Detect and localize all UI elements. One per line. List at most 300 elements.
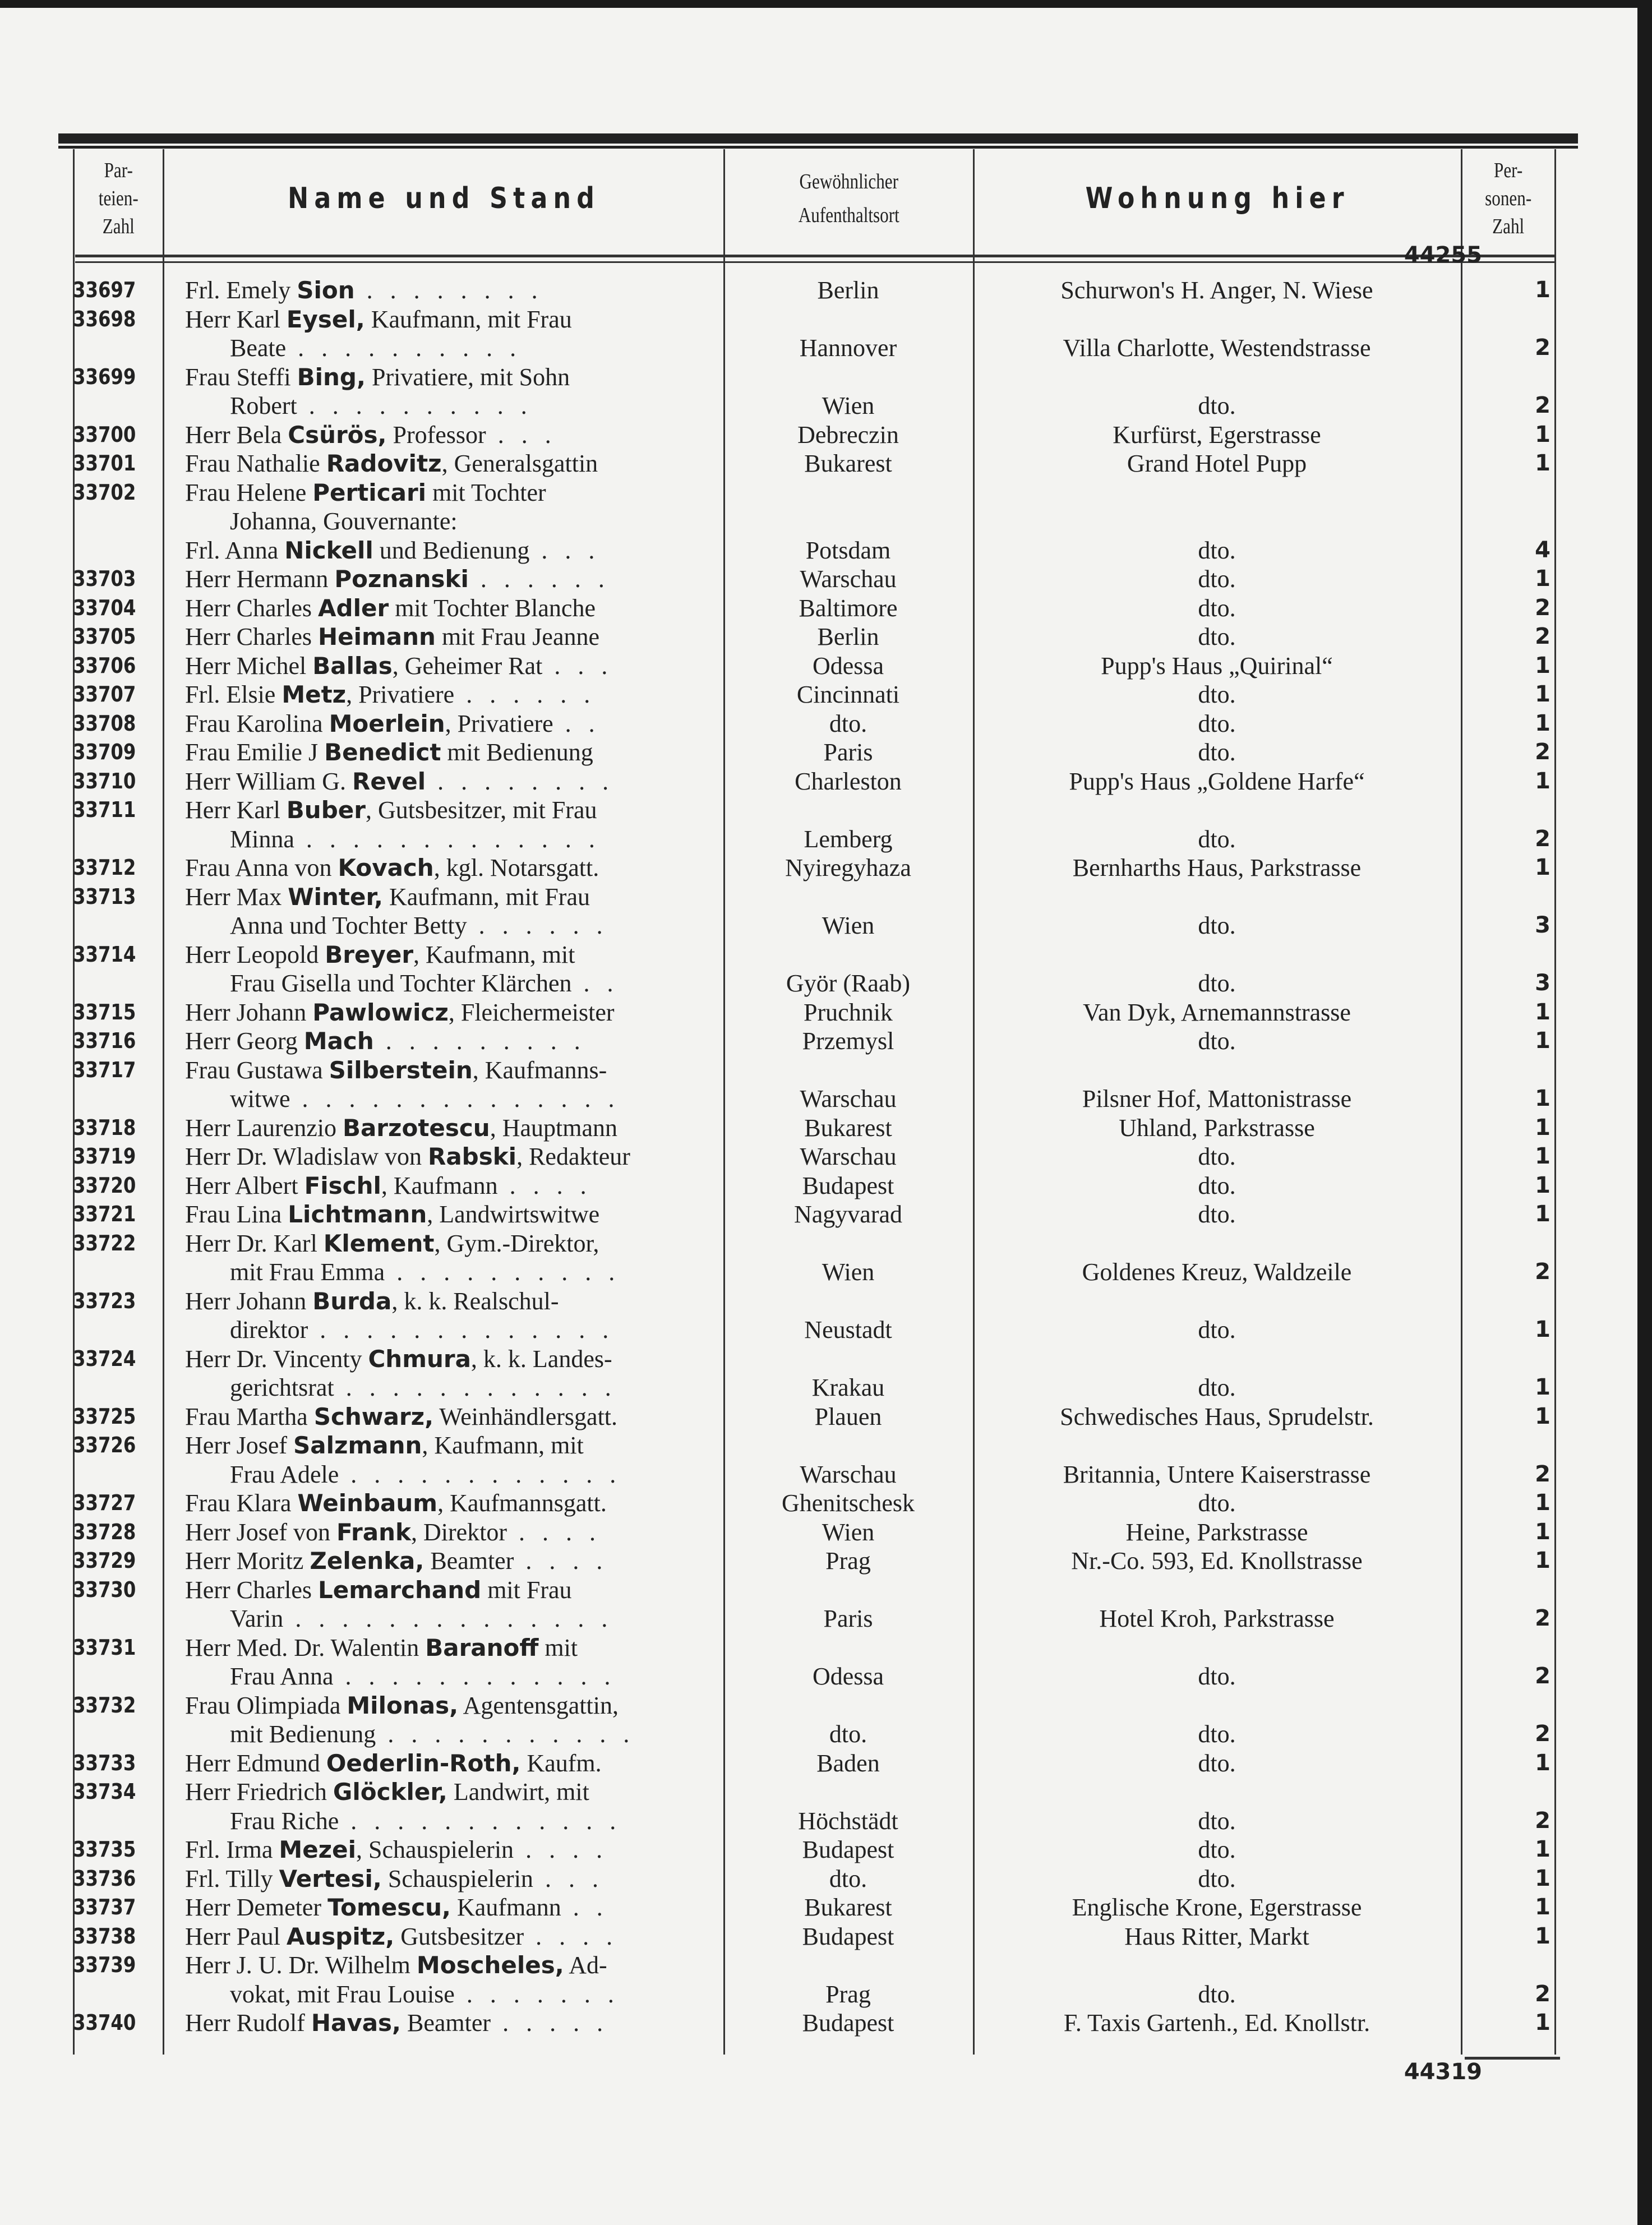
- surname: Milonas,: [347, 1691, 459, 1719]
- personen-zahl: 1: [1535, 681, 1551, 707]
- leader-dots: . . . . . . . . . . .: [376, 1720, 635, 1748]
- aufenthaltsort: Neustadt: [804, 1316, 892, 1344]
- name-text: Kaufmann: [451, 1894, 561, 1921]
- aufenthaltsort: Potsdam: [805, 536, 891, 564]
- table-row-line: [73, 709, 1553, 738]
- surname: Tomescu,: [327, 1894, 451, 1921]
- name-und-stand: [185, 680, 791, 709]
- aufenthaltsort: Nagyvarad: [793, 1201, 902, 1228]
- wohnung-hier: Goldenes Kreuz, Waldzeile: [1082, 1258, 1352, 1286]
- surname: Perticari: [312, 478, 427, 506]
- aufenthaltsort: Baltimore: [799, 594, 898, 622]
- name-text: Frau Klara: [185, 1489, 298, 1517]
- table-row-line: [73, 1893, 1553, 1922]
- name-und-stand: [185, 305, 791, 334]
- name-text: Landwirt, mit: [447, 1778, 589, 1806]
- wohnung-hier: Uhland, Parkstrasse: [1119, 1114, 1315, 1142]
- name-text: mit Tochter Blanche: [389, 594, 596, 622]
- header-rule-thin: [75, 261, 1556, 263]
- personen-zahl: 1: [1535, 855, 1551, 880]
- personen-zahl: 1: [1535, 1836, 1551, 1862]
- aufenthaltsort: Ghenitschesk: [781, 1489, 915, 1517]
- partei-number: 33701: [73, 451, 136, 476]
- leader-dots: . . . . . .: [454, 681, 596, 708]
- name-text: Weinhändlersgatt.: [433, 1402, 618, 1430]
- leader-dots: . . . .: [524, 1922, 619, 1950]
- table-row-line: [73, 796, 1553, 825]
- wohnung-hier: dto.: [1198, 970, 1236, 997]
- name-text: Frau Emilie J: [185, 738, 325, 766]
- table-row-line: [73, 1056, 1553, 1085]
- name-text: , Kaufmann, mit: [422, 1432, 584, 1459]
- name-und-stand: [185, 796, 791, 825]
- table-row-line: [73, 1200, 1553, 1229]
- surname: Burda: [312, 1287, 392, 1315]
- wohnung-hier: dto.: [1198, 1749, 1236, 1777]
- leader-dots: . . . . . . . .: [426, 767, 615, 795]
- header-text: sonen-: [1485, 186, 1532, 210]
- name-text: Schauspielerin: [381, 1864, 533, 1892]
- name-text: Frl. Elsie: [185, 681, 282, 708]
- header-partei-zahl: [75, 149, 163, 247]
- wohnung-hier: dto.: [1198, 1171, 1236, 1199]
- leader-dots: . . .: [533, 1864, 604, 1892]
- partei-number: 33715: [73, 999, 136, 1024]
- aufenthaltsort: dto.: [829, 1864, 867, 1892]
- name-text: Frau Adele: [230, 1460, 339, 1488]
- aufenthaltsort: Budapest: [802, 2009, 894, 2037]
- partei-number: 33728: [73, 1519, 136, 1544]
- partei-number: 33700: [73, 422, 136, 447]
- wohnung-hier: dto.: [1198, 1201, 1236, 1228]
- personen-zahl: 1: [1535, 1114, 1551, 1141]
- aufenthaltsort: dto.: [829, 709, 867, 737]
- partei-number: 33706: [73, 653, 136, 678]
- leader-dots: . . . . . . . . . . . .: [339, 1460, 622, 1488]
- aufenthaltsort: Budapest: [802, 1836, 894, 1863]
- table-row-line: [73, 1084, 1553, 1114]
- name-und-stand: [185, 709, 791, 738]
- surname: Zelenka,: [310, 1547, 424, 1575]
- aufenthaltsort: Plauen: [814, 1402, 882, 1430]
- name-text: Frau Steffi: [185, 363, 297, 391]
- wohnung-hier: dto.: [1198, 565, 1236, 593]
- partei-number: 33723: [73, 1288, 136, 1313]
- name-text: , Kaufmann, mit: [413, 940, 575, 968]
- name-und-stand: [185, 1893, 791, 1922]
- name-und-stand: [185, 767, 791, 796]
- wohnung-hier: Britannia, Untere Kaiserstrasse: [1063, 1460, 1371, 1488]
- name-und-stand: [185, 1922, 791, 1951]
- wohnung-hier: Hotel Kroh, Parkstrasse: [1099, 1605, 1335, 1632]
- aufenthaltsort: Krakau: [811, 1374, 885, 1401]
- header-aufenthaltsort: [725, 149, 973, 247]
- surname: Mach: [303, 1027, 374, 1055]
- leader-dots: . . . . . . . . . . . . . .: [290, 1085, 620, 1112]
- surname: Buber: [286, 796, 366, 824]
- name-text: , Redakteur: [516, 1143, 630, 1170]
- name-und-stand: [185, 652, 791, 681]
- surname: Schwarz,: [313, 1402, 434, 1430]
- surname: Benedict: [324, 738, 441, 766]
- leader-dots: . . . . . . . . . .: [385, 1258, 621, 1286]
- partei-number: 33724: [73, 1346, 136, 1371]
- partei-number: 33729: [73, 1548, 136, 1573]
- personen-zahl: 1: [1535, 652, 1551, 678]
- table-row-line: [73, 536, 1553, 565]
- surname: Ballas: [312, 652, 393, 680]
- wohnung-hier: dto.: [1198, 1143, 1236, 1170]
- table-row-line: [73, 622, 1553, 652]
- partei-number: 33705: [73, 624, 136, 649]
- name-text: Professor: [386, 421, 486, 449]
- table-row-line: [73, 680, 1553, 709]
- wohnung-hier: Villa Charlotte, Westendstrasse: [1063, 334, 1371, 362]
- personen-zahl: 1: [1535, 1548, 1551, 1573]
- table-row-line: [73, 883, 1553, 912]
- partei-number: 33734: [73, 1779, 136, 1804]
- name-text: Agentensgattin,: [458, 1691, 619, 1719]
- surname: Sion: [297, 276, 355, 304]
- aufenthaltsort: Lemberg: [804, 825, 893, 853]
- partei-number: 33739: [73, 1952, 136, 1977]
- leader-dots: . . . . . . . . . . . . . .: [283, 1605, 613, 1632]
- name-text: Herr Edmund: [185, 1749, 326, 1777]
- aufenthaltsort: Pruchnik: [804, 998, 893, 1026]
- name-text: Herr Charles: [185, 1576, 319, 1604]
- surname: Barzotescu: [342, 1114, 490, 1142]
- wohnung-hier: Haus Ritter, Markt: [1124, 1922, 1309, 1950]
- name-text: Herr Johann: [185, 998, 313, 1026]
- name-und-stand: [185, 1142, 791, 1171]
- table-row-line: [73, 1807, 1553, 1836]
- partei-number: 33740: [73, 2010, 136, 2035]
- name-und-stand: [185, 1200, 791, 1229]
- personen-zahl: 1: [1535, 1749, 1551, 1776]
- surname: Silberstein: [329, 1056, 473, 1084]
- name-text: Beamter: [401, 2009, 491, 2037]
- personen-zahl: 1: [1535, 2010, 1551, 2035]
- table-row-line: [73, 305, 1553, 334]
- wohnung-hier: dto.: [1198, 1807, 1236, 1835]
- name-text: Herr Charles: [185, 594, 319, 622]
- surname: Vertesi,: [279, 1864, 382, 1892]
- name-text: Herr Friedrich: [185, 1778, 333, 1806]
- name-text: , Geheimer Rat: [392, 652, 543, 680]
- name-text: Kaufmann, mit Frau: [382, 883, 590, 911]
- table-row-line: [73, 825, 1553, 854]
- wohnung-hier: F. Taxis Gartenh., Ed. Knollstr.: [1063, 2009, 1370, 2037]
- wohnung-hier: dto.: [1198, 536, 1236, 564]
- surname: Klement: [323, 1229, 435, 1257]
- page-total: 44319: [1404, 2059, 1482, 2085]
- wohnung-hier: dto.: [1198, 1836, 1236, 1863]
- name-text: , k. k. Realschul-: [391, 1287, 559, 1315]
- carry-over-total: 44255: [1404, 242, 1482, 268]
- surname: Salzmann: [293, 1432, 422, 1459]
- partei-number: 33704: [73, 595, 136, 620]
- name-text: Herr Dr. Karl: [185, 1229, 324, 1257]
- name-und-stand: [185, 2009, 791, 2038]
- table-row-line: [73, 363, 1553, 392]
- surname: Revel: [352, 767, 426, 795]
- aufenthaltsort: Prag: [825, 1980, 871, 2008]
- name-text: witwe: [230, 1085, 290, 1112]
- name-text: Gutsbesitzer: [394, 1922, 524, 1950]
- table-row-line: [73, 1315, 1553, 1345]
- personen-zahl: 3: [1535, 912, 1551, 938]
- name-text: Herr Charles: [185, 623, 319, 650]
- partei-number: 33721: [73, 1202, 136, 1226]
- personen-zahl: 2: [1535, 594, 1551, 621]
- aufenthaltsort: Wien: [822, 392, 875, 419]
- wohnung-hier: dto.: [1198, 709, 1236, 737]
- name-und-stand: [185, 622, 791, 652]
- name-text: Herr Michel: [185, 652, 313, 680]
- name-text: mit Frau Jeanne: [435, 623, 600, 650]
- header-name-und-stand: [164, 149, 723, 247]
- personen-zahl: 2: [1535, 1721, 1551, 1747]
- partei-number: 33733: [73, 1750, 136, 1775]
- personen-zahl: 1: [1535, 566, 1551, 592]
- aufenthaltsort: Odessa: [812, 652, 884, 680]
- name-text: mit Frau Emma: [230, 1258, 385, 1286]
- name-text: , Fleichermeister: [448, 998, 615, 1026]
- personen-zahl: 2: [1535, 1663, 1551, 1689]
- name-text: , Privatiere: [445, 709, 553, 737]
- aufenthaltsort: Warschau: [800, 565, 897, 593]
- name-text: Herr Georg: [185, 1027, 304, 1055]
- aufenthaltsort: Berlin: [817, 623, 879, 650]
- name-und-stand: [185, 565, 791, 594]
- aufenthaltsort: Budapest: [802, 1171, 894, 1199]
- wohnung-hier: Bernharths Haus, Parkstrasse: [1072, 854, 1362, 881]
- wohnung-hier: dto.: [1198, 1864, 1236, 1892]
- partei-number: 33725: [73, 1404, 136, 1429]
- leader-dots: . . . . . . . . .: [373, 1027, 586, 1055]
- name-und-stand: [185, 276, 791, 305]
- name-text: Beate: [230, 334, 287, 362]
- name-text: Frl. Anna: [185, 536, 285, 564]
- name-und-stand: [185, 449, 791, 478]
- wohnung-hier: Kurfürst, Egerstrasse: [1113, 421, 1321, 449]
- leader-dots: . . . .: [514, 1836, 608, 1863]
- aufenthaltsort: dto.: [829, 1720, 867, 1748]
- surname: Poznanski: [334, 565, 469, 593]
- header-text: Wohnung hier: [1085, 181, 1350, 215]
- personen-zahl: 1: [1535, 1201, 1551, 1227]
- partei-number: 33698: [73, 306, 136, 331]
- name-text: Herr Paul: [185, 1922, 287, 1950]
- name-und-stand: [185, 1431, 791, 1460]
- name-und-stand: [185, 1576, 791, 1605]
- table-row-line: [73, 998, 1553, 1027]
- name-text: Herr Albert: [185, 1171, 304, 1199]
- partei-number: 33727: [73, 1490, 136, 1515]
- partei-number: 33735: [73, 1837, 136, 1862]
- name-text: Herr Bela: [185, 421, 288, 449]
- partei-number: 33718: [73, 1115, 136, 1140]
- table-row-line: [73, 1922, 1553, 1951]
- table-row-line: [73, 1980, 1553, 2009]
- name-text: Frl. Tilly: [185, 1864, 279, 1892]
- name-und-stand: [185, 883, 791, 912]
- wohnung-hier: dto.: [1198, 912, 1236, 939]
- table-row-line: [73, 1229, 1553, 1258]
- wohnung-hier: Van Dyk, Arnemannstrasse: [1083, 998, 1351, 1026]
- name-text: vokat, mit Frau Louise: [230, 1980, 455, 2008]
- top-rule: [58, 133, 1578, 144]
- partei-number: 33726: [73, 1433, 136, 1457]
- aufenthaltsort: Warschau: [800, 1460, 897, 1488]
- table-row-line: [73, 969, 1553, 998]
- header-text: teien-: [99, 186, 139, 210]
- table-row-line: [73, 507, 1553, 536]
- name-text: Frau Gustawa: [185, 1056, 329, 1084]
- personen-zahl: 2: [1535, 1981, 1551, 2007]
- surname: Glöckler,: [333, 1778, 447, 1806]
- personen-zahl: 1: [1535, 1086, 1551, 1111]
- aufenthaltsort: Paris: [823, 1605, 873, 1632]
- surname: Rabski: [427, 1143, 517, 1170]
- name-und-stand: [185, 1518, 791, 1547]
- aufenthaltsort: Wien: [822, 1518, 875, 1546]
- header-text: Zahl: [102, 214, 135, 238]
- name-text: Herr Karl: [185, 305, 287, 333]
- personen-zahl: 1: [1535, 999, 1551, 1025]
- aufenthaltsort: Charleston: [795, 767, 902, 795]
- table-row-line: [73, 1778, 1553, 1807]
- personen-zahl: 1: [1535, 1518, 1551, 1545]
- partei-number: 33710: [73, 768, 136, 793]
- name-text: Herr Hermann: [185, 565, 335, 593]
- name-text: Herr Dr. Vincenty: [185, 1345, 368, 1373]
- personen-zahl: 3: [1535, 970, 1551, 996]
- partei-number: 33719: [73, 1144, 136, 1169]
- name-und-stand: [185, 1114, 791, 1143]
- name-text: Herr Karl: [185, 796, 287, 824]
- surname: Frank: [336, 1518, 411, 1546]
- surname: Nickell: [284, 536, 373, 564]
- wohnung-hier: dto.: [1198, 738, 1236, 766]
- name-und-stand: [185, 1229, 791, 1258]
- name-text: Frl. Emely: [185, 276, 297, 304]
- register-page: [0, 8, 1637, 2225]
- partei-number: 33720: [73, 1172, 136, 1198]
- top-rule-thin: [58, 146, 1578, 149]
- name-text: , Kaufmannsgatt.: [437, 1489, 607, 1517]
- table-row-line: [73, 767, 1553, 796]
- name-und-stand: [185, 1345, 791, 1374]
- personen-zahl: 2: [1535, 1807, 1551, 1834]
- personen-zahl: 1: [1535, 1490, 1551, 1516]
- personen-zahl: 1: [1535, 1143, 1551, 1169]
- name-und-stand: [185, 853, 791, 883]
- name-text: Herr Josef von: [185, 1518, 337, 1546]
- table-row-line: [73, 1518, 1553, 1547]
- register-table-body: [73, 276, 1553, 2038]
- name-text: Kaufm.: [520, 1749, 602, 1777]
- table-row-line: [73, 1460, 1553, 1489]
- name-text: Frau Helene: [185, 478, 313, 506]
- name-und-stand: [185, 421, 791, 450]
- name-text: Frau Anna von: [185, 854, 338, 881]
- partei-number: 33707: [73, 682, 136, 707]
- name-text: , Landwirtswitwe: [427, 1201, 600, 1228]
- table-row-line: [73, 652, 1553, 681]
- leader-dots: . .: [571, 970, 619, 997]
- leader-dots: . . . . .: [491, 2009, 609, 2037]
- header-text: Name und Stand: [288, 181, 600, 215]
- table-row-line: [73, 449, 1553, 478]
- aufenthaltsort: Wien: [822, 1258, 875, 1286]
- personen-zahl: 1: [1535, 1923, 1551, 1949]
- leader-dots: . .: [553, 709, 601, 737]
- header-text: Per-: [1494, 158, 1523, 182]
- leader-dots: . . . . . . . . . .: [297, 392, 533, 419]
- aufenthaltsort: Bukarest: [804, 1894, 892, 1921]
- leader-dots: . . . . . . .: [454, 1980, 620, 2008]
- header-rule: [75, 255, 1556, 257]
- surname: Fischl: [304, 1171, 381, 1199]
- name-text: Herr Demeter: [185, 1894, 328, 1921]
- surname: Moerlein: [329, 709, 445, 737]
- wohnung-hier: dto.: [1198, 1663, 1236, 1690]
- aufenthaltsort: Hannover: [799, 334, 897, 362]
- partei-number: 33722: [73, 1230, 136, 1255]
- aufenthaltsort: Wien: [822, 912, 875, 939]
- partei-number: 33711: [73, 797, 136, 822]
- name-text: Frau Nathalie: [185, 450, 326, 477]
- name-und-stand: [185, 1489, 791, 1518]
- wohnung-hier: Schurwon's H. Anger, N. Wiese: [1060, 276, 1373, 304]
- table-row-line: [73, 1604, 1553, 1633]
- surname: Metz: [282, 681, 347, 708]
- name-und-stand: [185, 594, 791, 623]
- name-text: Anna und Tochter Betty: [230, 912, 467, 939]
- aufenthaltsort: Baden: [816, 1749, 880, 1777]
- personen-zahl: 1: [1535, 421, 1551, 447]
- wohnung-hier: dto.: [1198, 1720, 1236, 1748]
- name-text: , Generalsgattin: [441, 450, 598, 477]
- wohnung-hier: dto.: [1198, 594, 1236, 622]
- name-und-stand: [185, 1171, 791, 1201]
- name-text: Johanna, Gouvernante:: [230, 507, 458, 535]
- surname: Breyer: [325, 940, 414, 968]
- personen-zahl: 1: [1535, 1172, 1551, 1198]
- name-text: , Gym.-Direktor,: [434, 1229, 599, 1257]
- table-row-line: [73, 1662, 1553, 1691]
- name-und-stand: [185, 738, 791, 767]
- personen-zahl: 1: [1535, 1028, 1551, 1054]
- name-text: Frau Riche: [230, 1807, 339, 1835]
- aufenthaltsort: Paris: [823, 738, 873, 766]
- name-text: Herr Med. Dr. Walentin: [185, 1633, 426, 1661]
- name-text: Frau Lina: [185, 1201, 288, 1228]
- partei-number: 33714: [73, 941, 136, 967]
- partei-number: 33716: [73, 1028, 136, 1053]
- name-text: Herr Max: [185, 883, 288, 911]
- leader-dots: . . . . . . . . . . . . .: [294, 825, 601, 853]
- surname: Bing,: [297, 363, 366, 391]
- name-text: , kgl. Notarsgatt.: [433, 854, 599, 881]
- wohnung-hier: Schwedisches Haus, Sprudelstr.: [1060, 1402, 1374, 1430]
- table-row-line: [73, 2009, 1553, 2038]
- table-row-line: [73, 276, 1553, 305]
- personen-zahl: 4: [1535, 537, 1551, 563]
- name-text: mit Bedienung: [441, 738, 593, 766]
- header-text: Zahl: [1492, 214, 1525, 238]
